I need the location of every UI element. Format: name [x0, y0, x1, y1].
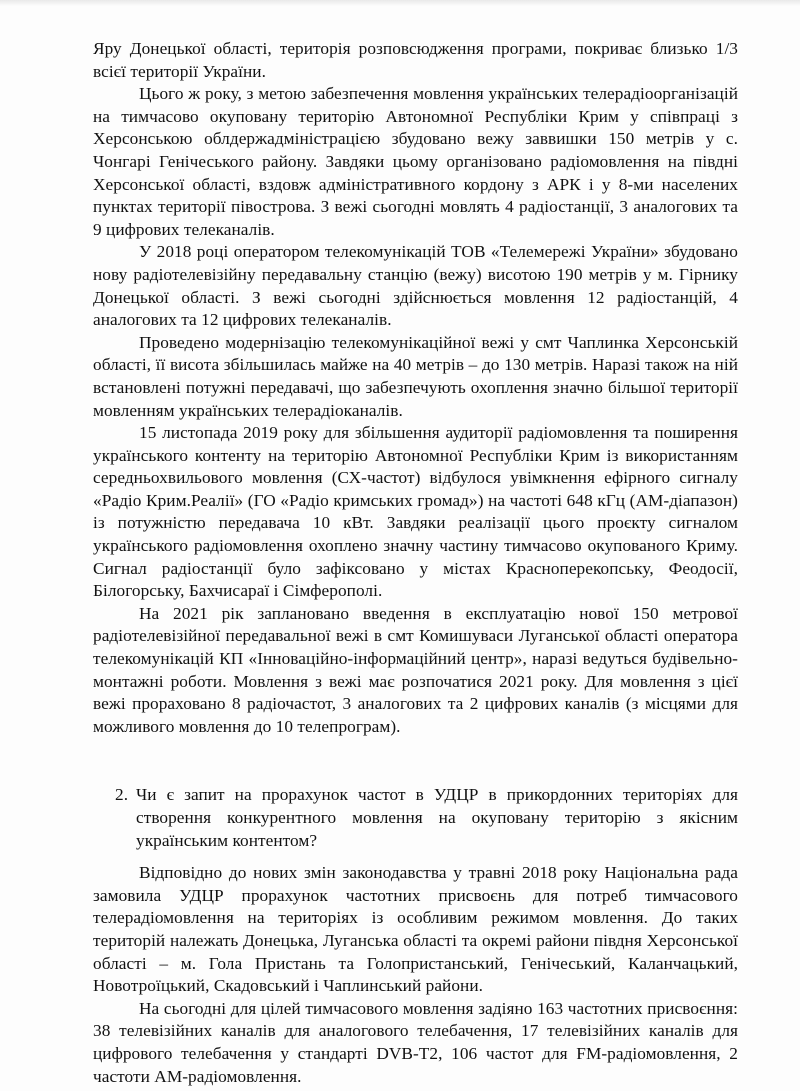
question-text: Чи є запит на прорахунок частот в УДЦР в прикордонних територіях для створення конкурентного мовлення на окуповану територію з якісним українським контентом? — [136, 785, 738, 850]
paragraph-continuation: Яру Донецької області, територія розповсюдження програми, покриває близько 1/3 всієї території України. — [93, 39, 738, 81]
paragraph-komyshuvakha-tower: На 2021 рік заплановано введення в експлуатацію нової 150 метрової радіотелевізійної передавальної вежі в смт Комишуваси Луганської області оператора телекомунікацій КП «Інноваційно-інформаційний центр», наразі ведуться будівельно-монтажні роботи. Мовлення з вежі має розпочатися 2021 року. Для мовлення з цієї вежі прораховано 8 радіочастот, 3 аналогових та 2 цифрових каналів (з місцями для можливого мовлення до 10 телепрограм). — [93, 603, 738, 736]
paragraph-hirnyk-tower: У 2018 році оператором телекомунікацій ТОВ «Телемережі України» збудовано нову радіотелевізійну передавальну станцію (вежу) висотою 190 метрів у м. Гірнику Донецької області. З вежі сьогодні здійснюється мовлення 12 радіостанцій, 4 аналогових та 12 цифрових телеканалів. — [93, 242, 738, 330]
document-body — [93, 38, 738, 1088]
answer-paragraph-frequencies: На сьогодні для цілей тимчасового мовлення задіяно 163 частотних присвоєння: 38 телевізійних каналів для аналогового телебачення, 17 телевізійних каналів для цифрового телебачення у стандарті DVB-T2, 106 частот для FM-радіомовлення, 2 частоти АМ-радіомовлення. — [93, 998, 738, 1086]
paragraph-radio-krym: 15 листопада 2019 року для збільшення аудиторії радіомовлення та поширення українського контенту на територію Автономної Республіки Крим із використанням середньохвильового мовлення (СХ-частот) відбулося увімкнення ефірного сигналу «Радіо Крим.Реалії» (ГО «Радіо кримських громад») на частоті 648 кГц (АМ-діапазон) із потужністю передавача 10 кВт. Завдяки реалізації цього проєкту сигналом українського радіомовлення охоплено значну частину тимчасово окупованого Криму. Сигнал радіостанції було зафіксовано у містах Красноперекопську, Феодосії, Білогорську, Бахчисараї і Сімферополі. — [93, 423, 738, 601]
answer-paragraph-legislation: Відповідно до нових змін законодавства у травні 2018 року Національна рада замовила УДЦР прорахунок частотних присвоєнь для потреб тимчасового телерадіомовлення на територіях із особливим режимом мовлення. До таких територій належать Донецька, Луганська області та окремі райони півдня Херсонської області – м. Гола Пристань та Голопристанський, Генічеський, Каланчацький, Новотроїцький, Скадовський і Чаплинський райони. — [93, 863, 738, 996]
question-number: 2. — [115, 785, 129, 805]
question-item — [93, 784, 738, 852]
scan-edge-shadow — [0, 0, 800, 6]
paragraph-chaplynka-tower: Проведено модернізацію телекомунікаційної вежі у смт Чаплинка Херсонській області, її висота збільшилась майже на 40 метрів – до 130 метрів. Наразі також на ній встановлені потужні передавачі, що забезпечують охоплення значно більшої території мовленням українських телерадіоканалів. — [93, 332, 738, 420]
paragraph-chongar-tower: Цього ж року, з метою забезпечення мовлення українських телерадіоорганізацій на тимчасово окуповану територію Автономної Республіки Крим у співпраці з Херсонською облдержадміністрацією збудовано вежу заввишки 150 метрів у с. Чонгарі Генічеського району. Завдяки цьому організовано радіомовлення на півдні Херсонської області, вздовж адміністративного кордону з АРК і у 8-ми населених пунктах території півострова. З вежі сьогодні мовлять 4 радіостанції, 3 аналогових та 9 цифрових телеканалів. — [93, 84, 738, 239]
section-gap — [93, 738, 738, 784]
